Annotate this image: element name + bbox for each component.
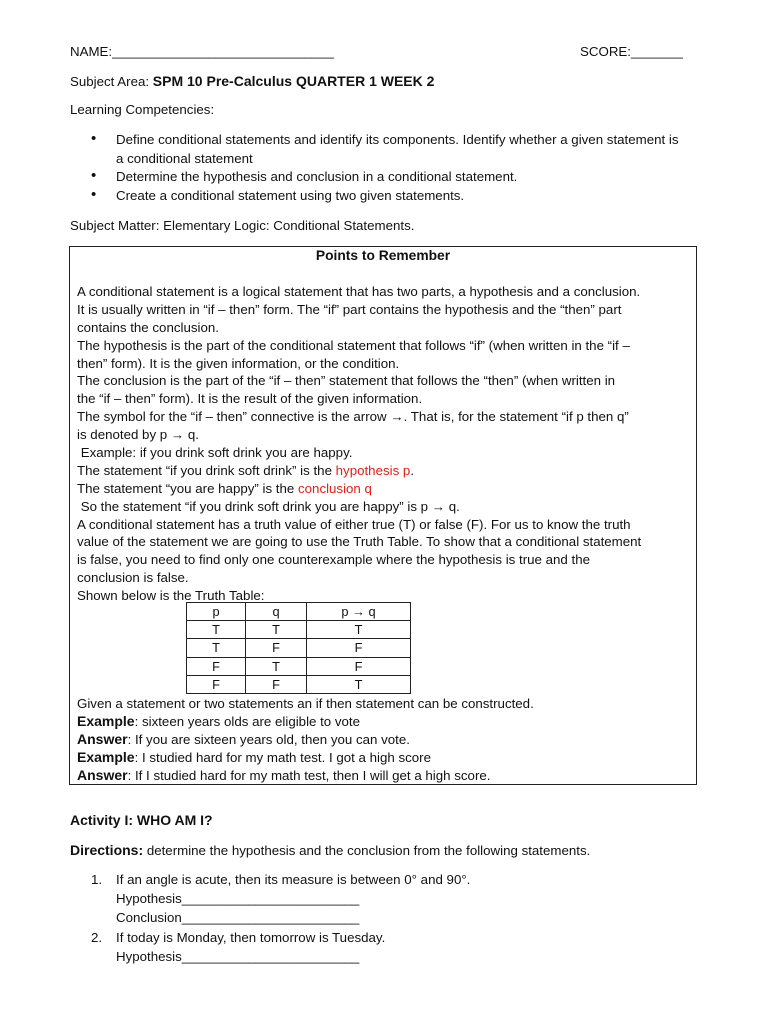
body-line: A conditional statement has a truth value of either true (T) or false (F). For us to know the truth (77, 516, 631, 532)
activity-list (91, 870, 470, 966)
truth-table-header: p → q (307, 603, 411, 621)
competency-item (91, 185, 686, 206)
body-line: Example: if you drink soft drink you are happy. (77, 445, 353, 461)
conclusion-highlight: conclusion q (298, 480, 372, 496)
body-line: The hypothesis is the part of the conditional statement that follows “if” (when written in the “if – (77, 337, 630, 353)
answer-label: Answer (77, 766, 128, 783)
body-line: So the statement “if you drink soft drink you are happy” is p → q. (77, 498, 460, 514)
body-line: value of the statement we are going to use the Truth Table. To show that a conditional statement (77, 534, 642, 550)
conclusion-line (77, 480, 693, 498)
truth-table-row (187, 639, 411, 657)
after-table-text: Given a statement or two statements an if then statement can be constructed. (77, 696, 534, 711)
item-number: 2. (91, 929, 103, 945)
points-to-remember-box (69, 246, 697, 785)
points-body (77, 283, 693, 605)
bullet-icon: • (91, 167, 97, 184)
truth-table-cell: T (246, 621, 307, 639)
item-statement: If today is Monday, then tomorrow is Tuesday. (116, 929, 386, 945)
hypothesis-blank[interactable]: Hypothesis________________________ (116, 891, 360, 907)
example-text: : sixteen years olds are eligible to vote (134, 713, 361, 729)
score-field-label: SCORE:_______ (580, 44, 683, 59)
truth-table-cell: T (246, 657, 307, 675)
example-label: Example (77, 712, 135, 729)
truth-table-row (187, 675, 411, 693)
activity-item (91, 928, 470, 966)
body-line: It is usually written in “if – then” form. The “if” part contains the hypothesis and the “then” part (77, 301, 622, 317)
truth-table-header-row (187, 603, 411, 621)
hypothesis-line (77, 462, 693, 480)
truth-table-cell: F (246, 675, 307, 693)
truth-table-cell: F (246, 639, 307, 657)
answer-label: Answer (77, 730, 128, 747)
body-line: A conditional statement is a logical statement that has two parts, a hypothesis and a conclusion. (77, 284, 641, 299)
bullet-icon: • (91, 185, 97, 203)
body-line: The symbol for the “if – then” connective is the arrow →. That is, for the statement “if p then q” (77, 409, 629, 425)
item-number: 1. (91, 872, 103, 887)
hypothesis-highlight: hypothesis p (335, 462, 411, 478)
body-line: is denoted by p → q. (77, 427, 199, 443)
truth-table-cell: T (187, 621, 246, 639)
competency-text: Determine the hypothesis and conclusion in a conditional statement. (116, 169, 518, 184)
truth-table-header: p (187, 603, 246, 621)
competency-text: Create a conditional statement using two given statements. (116, 187, 465, 203)
body-line: contains the conclusion. (77, 319, 219, 335)
directions (70, 842, 590, 858)
truth-table-cell: F (187, 657, 246, 675)
truth-table-row (187, 657, 411, 675)
hypothesis-line-text: The statement “if you drink soft drink” is the (77, 462, 336, 478)
directions-text: determine the hypothesis and the conclusion from the following statements. (143, 843, 591, 858)
activity-title: Activity I: WHO AM I? (70, 812, 213, 828)
subject-area (70, 73, 434, 89)
example-label: Example (77, 748, 135, 765)
name-field-label: NAME:______________________________ (70, 44, 334, 59)
body-line: is false, you need to find only one counterexample where the hypothesis is true and the (77, 552, 590, 568)
body-line: Shown below is the Truth Table: (77, 588, 265, 604)
conclusion-line-text: The statement “you are happy” is the (77, 480, 298, 496)
answer-line (77, 731, 693, 749)
example-line (77, 749, 693, 767)
learning-competencies-label: Learning Competencies: (70, 102, 215, 117)
directions-label: Directions: (70, 842, 144, 858)
truth-table-cell: F (307, 657, 411, 675)
conclusion-blank[interactable]: Conclusion________________________ (116, 910, 360, 926)
competency-text: Define conditional statements and identify its components. Identify whether a given statement is a conditional statement (116, 132, 679, 166)
competencies-list (91, 130, 686, 205)
body-line: conclusion is false. (77, 570, 189, 586)
body-line: the “if – then” form). It is the result of the given information. (77, 391, 423, 407)
answer-line (77, 767, 693, 785)
truth-table-cell: F (187, 675, 246, 693)
truth-table (186, 602, 411, 694)
competency-item (91, 130, 686, 168)
hypothesis-blank[interactable]: Hypothesis________________________ (116, 948, 360, 964)
answer-text: : If I studied hard for my math test, then I will get a high score. (127, 767, 491, 783)
example-line (77, 713, 693, 731)
activity-item (91, 870, 470, 928)
subject-matter: Subject Matter: Elementary Logic: Conditional Statements. (70, 218, 415, 233)
hypothesis-line-end: . (410, 462, 415, 478)
bullet-icon: • (91, 130, 97, 147)
truth-table-row (187, 621, 411, 639)
subject-area-label: Subject Area: (70, 74, 153, 89)
truth-table-cell: T (307, 675, 411, 693)
answer-text: : If you are sixteen years old, then you can vote. (127, 731, 410, 747)
body-line: The conclusion is the part of the “if – then” statement that follows the “then” (when written in (77, 373, 616, 389)
truth-table-header: q (246, 603, 307, 621)
points-heading: Points to Remember (315, 248, 451, 263)
truth-table-cell: F (307, 639, 411, 657)
body-line: then” form). It is the given information, or the condition. (77, 355, 400, 371)
item-statement: If an angle is acute, then its measure is between 0° and 90°. (116, 872, 471, 887)
truth-table-cell: T (187, 639, 246, 657)
examples-block (77, 695, 693, 784)
example-text: : I studied hard for my math test. I got a high score (134, 749, 431, 765)
subject-area-value: SPM 10 Pre-Calculus QUARTER 1 WEEK 2 (152, 73, 435, 89)
competency-item (91, 167, 686, 187)
truth-table-cell: T (307, 621, 411, 639)
